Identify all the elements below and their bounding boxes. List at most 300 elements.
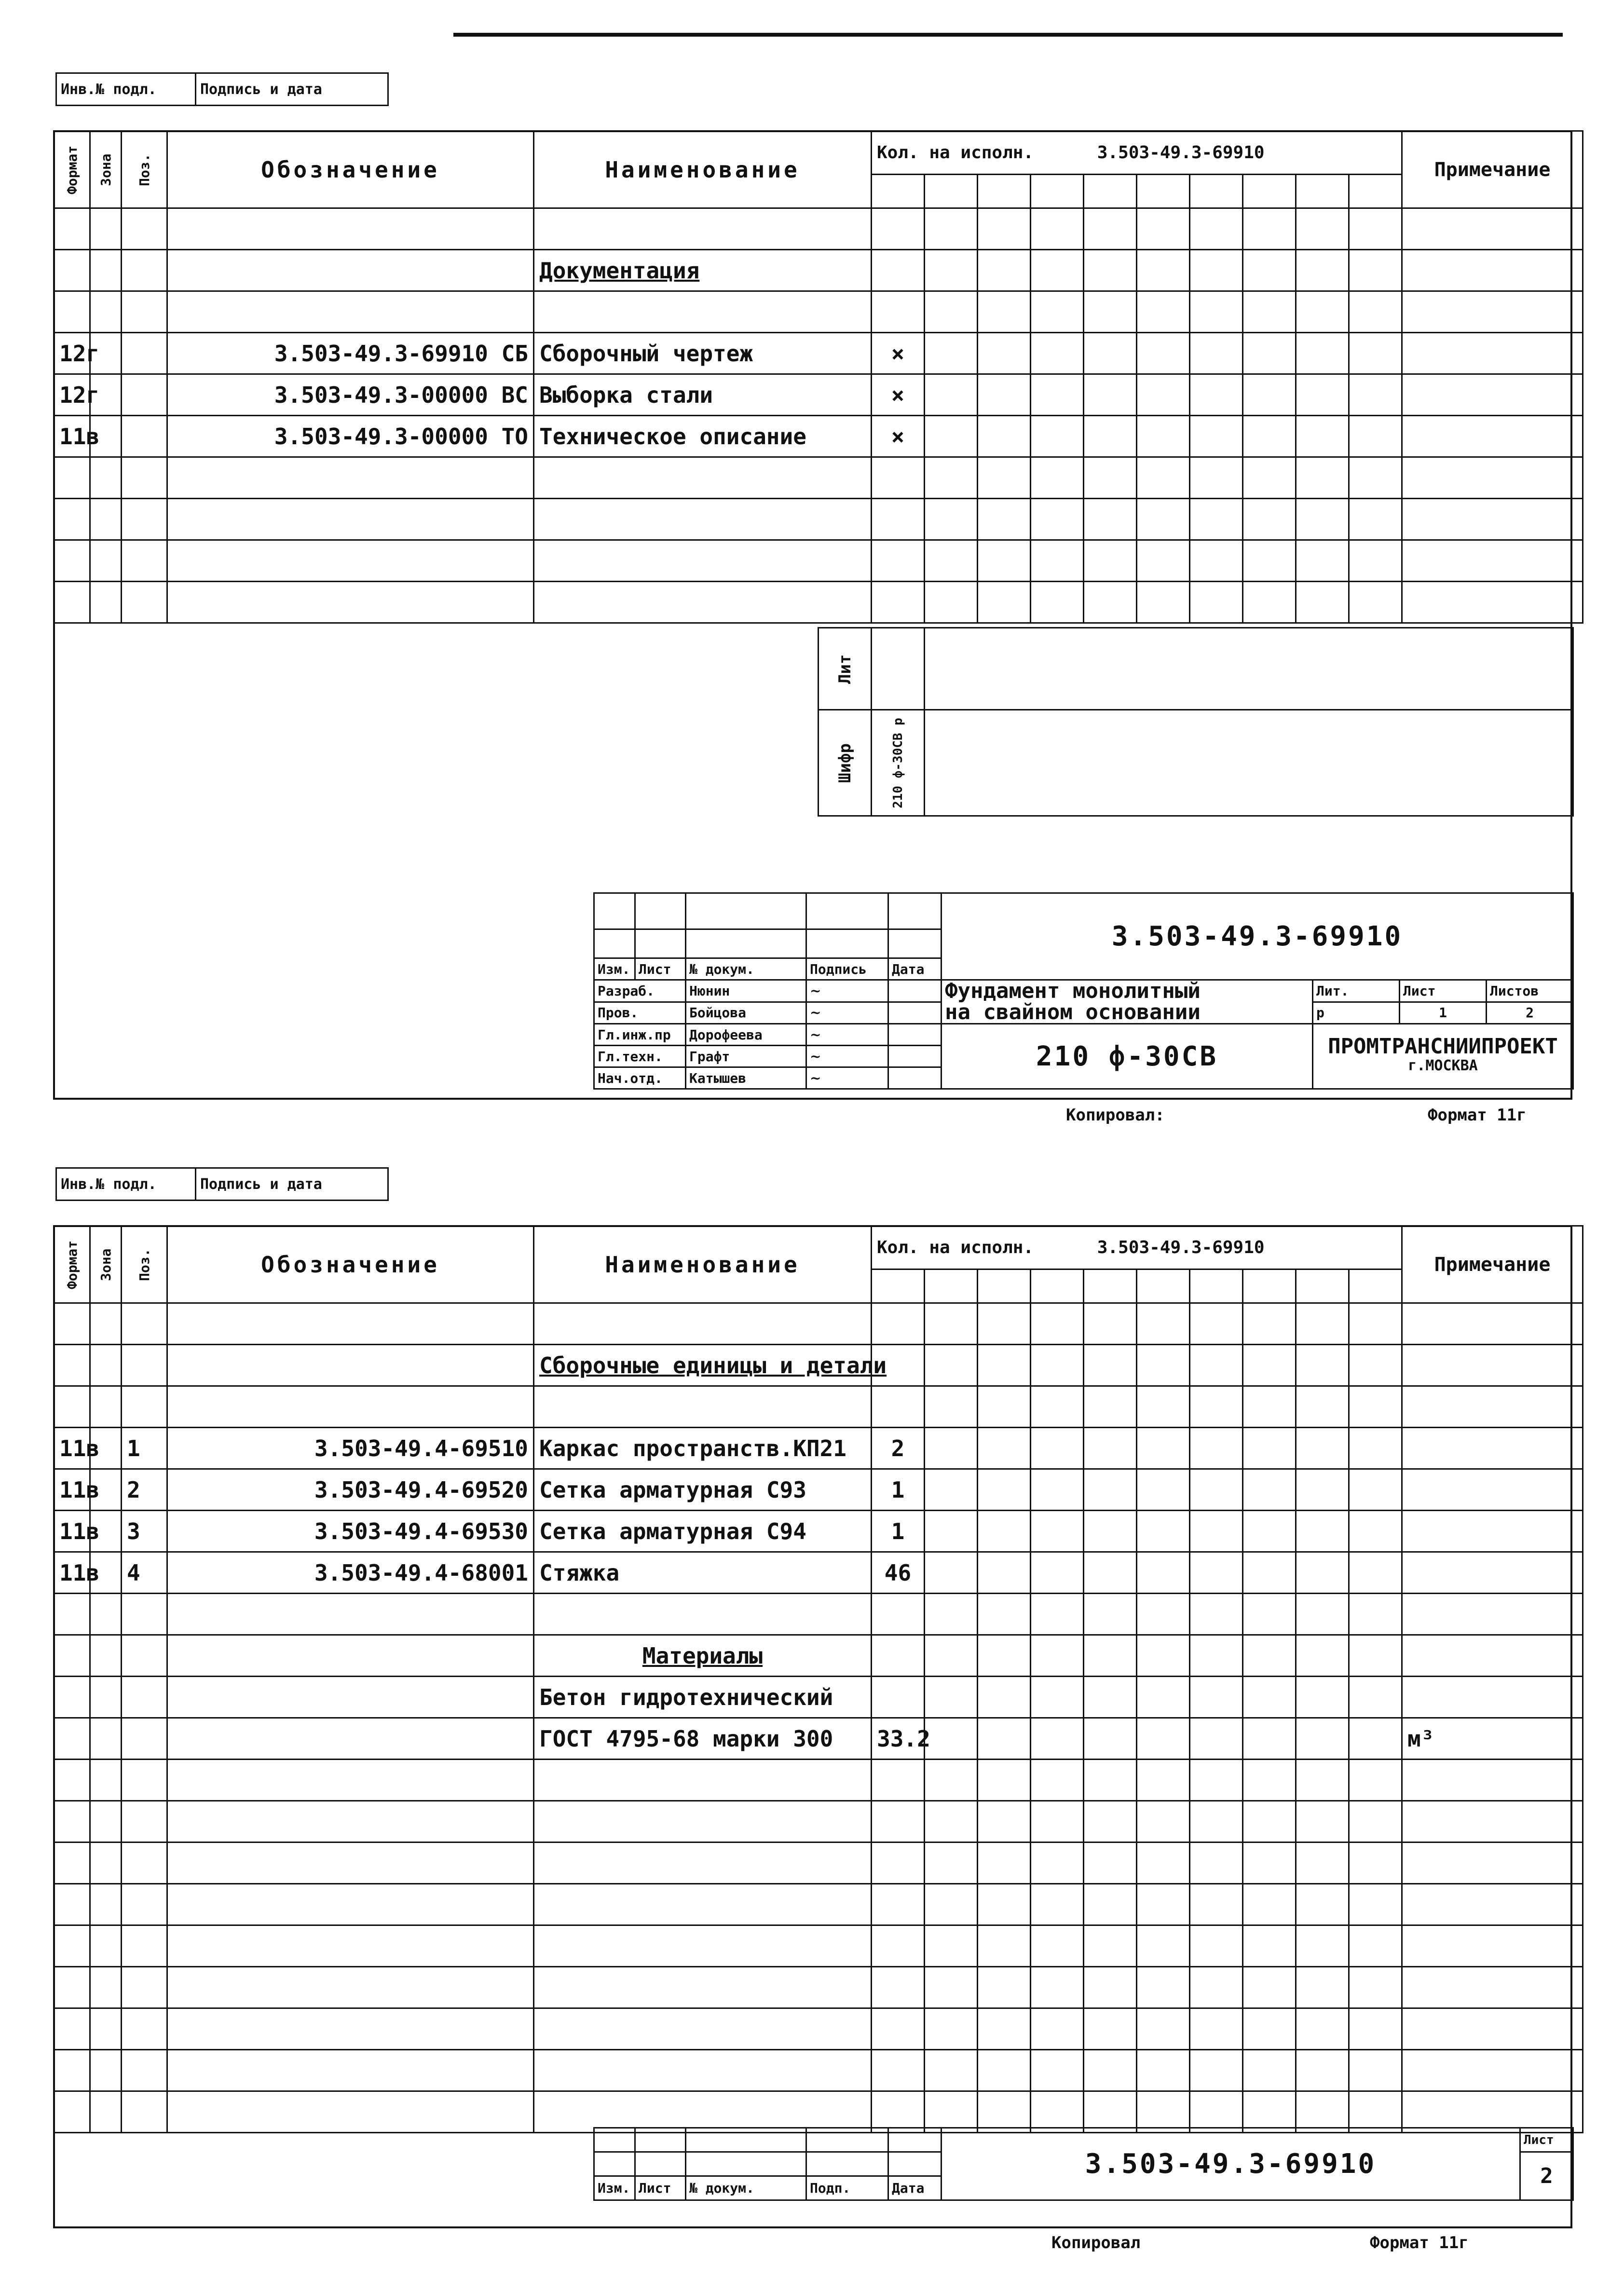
cell-quantity-extra xyxy=(1190,250,1243,291)
cell-position xyxy=(122,1386,167,1428)
cell-zone xyxy=(90,250,122,291)
signature-2: ~ xyxy=(806,1002,888,1024)
cell-quantity-extra xyxy=(1349,416,1402,457)
cell-quantity-extra xyxy=(1296,1718,1349,1760)
cell-position: 2 xyxy=(122,1469,167,1511)
inventory-stamp-2 xyxy=(55,1167,389,1201)
cell-position xyxy=(122,1925,167,1967)
cell-name xyxy=(534,499,872,540)
cell-quantity-extra xyxy=(978,1386,1031,1428)
cell-zone xyxy=(90,1635,122,1677)
cell-position xyxy=(122,1303,167,1345)
cell-quantity-extra xyxy=(978,1428,1031,1469)
cell-name: Каркас пространств.КП21 xyxy=(534,1428,872,1469)
format-label-1: Формат 11г xyxy=(1428,1105,1527,1125)
cell-note xyxy=(1402,1303,1583,1345)
cell-format xyxy=(54,1760,90,1801)
cell-quantity-extra xyxy=(1031,416,1084,457)
cell-position xyxy=(122,374,167,416)
title-text-1: Фундамент монолитный xyxy=(945,979,1201,1003)
cell-quantity-extra xyxy=(1084,291,1137,333)
cell-note xyxy=(1402,1967,1583,2008)
cell-format: 11в xyxy=(54,1511,90,1552)
cell-quantity-extra xyxy=(1296,416,1349,457)
cell-quantity-extra xyxy=(1137,333,1190,374)
cell-designation: 3.503-49.3-69910 СБ xyxy=(167,333,534,374)
cell-quantity-extra xyxy=(1190,1428,1243,1469)
cell-quantity-extra xyxy=(978,1594,1031,1635)
table-row xyxy=(54,1469,1583,1511)
cell-quantity-extra xyxy=(1137,582,1190,623)
cell-format xyxy=(54,291,90,333)
inventory-number-label: Инв.№ подл. xyxy=(56,73,196,106)
table-row xyxy=(54,499,1583,540)
cell-quantity-extra xyxy=(1031,250,1084,291)
cell-note xyxy=(1402,1594,1583,1635)
table-row xyxy=(54,1677,1583,1718)
cell-name: Стяжка xyxy=(534,1552,872,1594)
cell-quantity-extra xyxy=(978,2008,1031,2050)
cell-designation xyxy=(167,1884,534,1925)
cell-quantity-extra xyxy=(1243,1428,1296,1469)
cell-format xyxy=(54,2091,90,2133)
cell-note xyxy=(1402,1428,1583,1469)
cell-quantity-extra xyxy=(1190,1303,1243,1345)
cell-quantity xyxy=(872,1677,925,1718)
cell-quantity-extra xyxy=(1243,457,1296,499)
cell-format xyxy=(54,2008,90,2050)
table-row xyxy=(54,540,1583,582)
cell-designation: 3.503-49.4-69510 xyxy=(167,1428,534,1469)
cell-format: 11в xyxy=(54,1552,90,1594)
cell-quantity-extra xyxy=(1137,1511,1190,1552)
organization-city: г.МОСКВА xyxy=(1408,1057,1478,1074)
cell-quantity-extra xyxy=(978,1635,1031,1677)
cell-quantity-extra xyxy=(1243,540,1296,582)
cell-quantity xyxy=(872,2050,925,2091)
cell-quantity-extra xyxy=(1084,582,1137,623)
cell-position xyxy=(122,2008,167,2050)
cell-format xyxy=(54,582,90,623)
cell-quantity-extra xyxy=(1084,333,1137,374)
cell-quantity-extra xyxy=(1190,1760,1243,1801)
signature-1: ~ xyxy=(806,980,888,1002)
cell-format xyxy=(54,1635,90,1677)
cell-quantity-extra xyxy=(925,2091,978,2133)
cell-position: 3 xyxy=(122,1511,167,1552)
cell-position xyxy=(122,1594,167,1635)
cell-quantity-extra xyxy=(1031,1842,1084,1884)
cell-quantity-extra xyxy=(1296,1842,1349,1884)
cell-format xyxy=(54,1925,90,1967)
cell-quantity-extra xyxy=(978,291,1031,333)
cell-quantity: 1 xyxy=(872,1469,925,1511)
cell-note xyxy=(1402,1760,1583,1801)
cell-quantity-extra xyxy=(1031,374,1084,416)
cell-position xyxy=(122,1884,167,1925)
cell-note xyxy=(1402,540,1583,582)
header-date: Дата xyxy=(888,958,942,980)
cell-position xyxy=(122,499,167,540)
sheet-value: 1 xyxy=(1400,1002,1487,1024)
column-format: Формат xyxy=(54,1226,90,1303)
cell-designation xyxy=(167,291,534,333)
cell-quantity-extra xyxy=(1190,1386,1243,1428)
title-block-1 xyxy=(593,892,1574,1090)
cell-quantity-extra xyxy=(1349,1345,1402,1386)
cell-quantity-extra xyxy=(1031,291,1084,333)
cell-quantity: × xyxy=(872,333,925,374)
cell-quantity xyxy=(872,1303,925,1345)
sheet-label-stamp: Лист xyxy=(1400,980,1487,1002)
cell-quantity xyxy=(872,250,925,291)
cell-designation xyxy=(167,1760,534,1801)
cell-quantity-extra xyxy=(1137,2050,1190,2091)
cell-quantity-extra xyxy=(1296,333,1349,374)
cell-quantity xyxy=(872,1842,925,1884)
cell-name xyxy=(534,208,872,250)
cell-quantity-extra xyxy=(925,1718,978,1760)
cell-name xyxy=(534,1594,872,1635)
cell-designation xyxy=(167,2091,534,2133)
cell-zone xyxy=(90,1801,122,1842)
cell-quantity-extra xyxy=(1296,1428,1349,1469)
cell-quantity-extra xyxy=(1031,1884,1084,1925)
cell-quantity-extra xyxy=(925,291,978,333)
cell-quantity-extra xyxy=(1296,1594,1349,1635)
quantity-label: Кол. на исполн. xyxy=(877,143,1034,163)
cell-format xyxy=(54,250,90,291)
cell-format xyxy=(54,540,90,582)
cell-quantity-extra xyxy=(978,374,1031,416)
cell-quantity-extra xyxy=(978,1801,1031,1842)
table-row xyxy=(54,1552,1583,1594)
cell-quantity-extra xyxy=(1296,457,1349,499)
cell-quantity-extra xyxy=(1190,1801,1243,1842)
header-sheet: Лист xyxy=(635,958,686,980)
cell-quantity-extra xyxy=(1137,1718,1190,1760)
cell-quantity-extra xyxy=(978,1552,1031,1594)
cell-format xyxy=(54,1594,90,1635)
cell-position: 4 xyxy=(122,1552,167,1594)
cell-quantity-extra xyxy=(925,1469,978,1511)
cell-quantity-extra xyxy=(1296,1552,1349,1594)
cell-quantity-extra xyxy=(978,2091,1031,2133)
cell-quantity xyxy=(872,1925,925,1967)
cell-name xyxy=(534,540,872,582)
cell-quantity-extra xyxy=(1349,1552,1402,1594)
cell-quantity-extra xyxy=(925,1594,978,1635)
cell-quantity-extra xyxy=(1190,1511,1243,1552)
cell-format xyxy=(54,208,90,250)
quantity-code: 3.503-49.3-69910 xyxy=(1097,1238,1265,1257)
cell-zone xyxy=(90,291,122,333)
cell-quantity-extra xyxy=(1349,1801,1402,1842)
cell-quantity-extra xyxy=(1243,374,1296,416)
lit-label: Лит xyxy=(819,628,872,710)
cell-quantity-extra xyxy=(1031,1469,1084,1511)
header-doc-number: № докум. xyxy=(686,2176,806,2200)
table-row xyxy=(54,208,1583,250)
cell-quantity-extra xyxy=(1137,1635,1190,1677)
cell-quantity-extra xyxy=(1031,2050,1084,2091)
cell-position xyxy=(122,1967,167,2008)
cell-quantity-extra xyxy=(1349,1594,1402,1635)
cell-quantity-extra xyxy=(1296,374,1349,416)
name-developer: Нюнин xyxy=(686,980,806,1002)
table-row xyxy=(54,457,1583,499)
cell-quantity xyxy=(872,2008,925,2050)
cell-quantity-extra xyxy=(1296,1303,1349,1345)
cell-quantity-extra xyxy=(1190,1884,1243,1925)
signature-3: ~ xyxy=(806,1024,888,1046)
title-block-2 xyxy=(593,2127,1574,2201)
cell-quantity-extra xyxy=(1137,1801,1190,1842)
cell-quantity-extra xyxy=(1349,1386,1402,1428)
cell-quantity-extra xyxy=(1190,1842,1243,1884)
cell-quantity-extra xyxy=(978,1842,1031,1884)
cell-quantity-extra xyxy=(925,416,978,457)
cell-quantity-extra xyxy=(1243,1677,1296,1718)
cell-position xyxy=(122,582,167,623)
cell-quantity-extra xyxy=(1084,2091,1137,2133)
cell-quantity-extra xyxy=(1084,1511,1137,1552)
lit-label-stamp: Лит. xyxy=(1313,980,1400,1002)
cell-zone xyxy=(90,582,122,623)
cell-zone xyxy=(90,1718,122,1760)
cell-quantity-extra xyxy=(1349,291,1402,333)
cell-name: Сборочный чертеж xyxy=(534,333,872,374)
table-row xyxy=(54,2050,1583,2091)
cell-quantity-extra xyxy=(1349,499,1402,540)
cell-quantity-extra xyxy=(1031,1552,1084,1594)
table-row xyxy=(54,1760,1583,1801)
cell-quantity xyxy=(872,1635,925,1677)
cell-designation xyxy=(167,1677,534,1718)
cell-quantity-extra xyxy=(1031,2091,1084,2133)
document-code-2: 3.503-49.3-69910 xyxy=(942,2128,1520,2200)
cell-position xyxy=(122,291,167,333)
cell-quantity-extra xyxy=(1031,208,1084,250)
cell-quantity-extra xyxy=(1031,1594,1084,1635)
cell-quantity-extra xyxy=(1084,1842,1137,1884)
cell-quantity-extra xyxy=(1137,1842,1190,1884)
cell-quantity: 2 xyxy=(872,1428,925,1469)
table-row xyxy=(54,1594,1583,1635)
cell-designation xyxy=(167,208,534,250)
cell-note xyxy=(1402,2008,1583,2050)
column-name: Наименование xyxy=(534,131,872,208)
cell-quantity-extra xyxy=(1031,1677,1084,1718)
role-chief-technologist: Гл.техн. xyxy=(594,1046,686,1067)
organization xyxy=(1313,1024,1573,1089)
cell-format xyxy=(54,1386,90,1428)
cell-note xyxy=(1402,1801,1583,1842)
role-developer: Разраб. xyxy=(594,980,686,1002)
cell-quantity: 46 xyxy=(872,1552,925,1594)
cell-quantity-extra xyxy=(1084,457,1137,499)
table-row xyxy=(54,333,1583,374)
cell-name xyxy=(534,2008,872,2050)
cell-name xyxy=(534,291,872,333)
cell-quantity-extra xyxy=(1031,1760,1084,1801)
cell-quantity-extra xyxy=(1349,1303,1402,1345)
table-row xyxy=(54,1967,1583,2008)
specification-table-2 xyxy=(53,1225,1583,2133)
table-row xyxy=(54,1303,1583,1345)
cell-position xyxy=(122,1718,167,1760)
title-line-1 xyxy=(942,980,1313,1024)
table-row xyxy=(54,1884,1583,1925)
cell-quantity-extra xyxy=(1137,1303,1190,1345)
cell-quantity-extra xyxy=(1084,416,1137,457)
cell-quantity-extra xyxy=(1349,2050,1402,2091)
cell-quantity-extra xyxy=(1296,1801,1349,1842)
cell-quantity-extra xyxy=(1137,499,1190,540)
cell-quantity-extra xyxy=(1031,1967,1084,2008)
cell-quantity xyxy=(872,1594,925,1635)
cell-quantity-extra xyxy=(1190,374,1243,416)
cell-quantity-extra xyxy=(1190,1635,1243,1677)
cell-quantity-extra xyxy=(978,499,1031,540)
cell-quantity-extra xyxy=(978,250,1031,291)
cell-name: Бетон гидротехнический xyxy=(534,1677,872,1718)
cell-quantity-extra xyxy=(978,1303,1031,1345)
inventory-stamp-1 xyxy=(55,72,389,106)
table-row xyxy=(54,1511,1583,1552)
cell-quantity-extra xyxy=(1137,291,1190,333)
cell-quantity-extra xyxy=(1137,208,1190,250)
cell-format xyxy=(54,1801,90,1842)
column-quantity xyxy=(872,1226,1402,1269)
cell-quantity-extra xyxy=(1031,333,1084,374)
column-format: Формат xyxy=(54,131,90,208)
cell-position xyxy=(122,1345,167,1386)
cell-zone xyxy=(90,1386,122,1428)
column-position: Поз. xyxy=(122,1226,167,1303)
header-signature: Подп. xyxy=(806,2176,888,2200)
cell-quantity-extra xyxy=(1296,1469,1349,1511)
cell-designation xyxy=(167,540,534,582)
signature-4: ~ xyxy=(806,1046,888,1067)
cell-quantity-extra xyxy=(1243,1884,1296,1925)
cell-note xyxy=(1402,2050,1583,2091)
cell-note xyxy=(1402,1345,1583,1386)
cell-quantity-extra xyxy=(925,2008,978,2050)
cell-designation xyxy=(167,1303,534,1345)
cell-designation xyxy=(167,2050,534,2091)
cell-quantity-extra xyxy=(1296,291,1349,333)
cell-quantity-extra xyxy=(1190,1925,1243,1967)
cell-quantity-extra xyxy=(1190,1967,1243,2008)
code-value: 210 ф-30СВ р xyxy=(872,710,925,816)
cell-quantity-extra xyxy=(1296,582,1349,623)
cell-position xyxy=(122,540,167,582)
cell-quantity-extra xyxy=(1137,374,1190,416)
copied-label-1: Копировал: xyxy=(1066,1105,1165,1125)
cell-quantity: 1 xyxy=(872,1511,925,1552)
cell-quantity-extra xyxy=(1296,1760,1349,1801)
cell-quantity-extra xyxy=(1243,582,1296,623)
column-designation: Обозначение xyxy=(167,1226,534,1303)
cell-note xyxy=(1402,1511,1583,1552)
code-label: Шифр xyxy=(819,710,872,816)
cell-quantity-extra xyxy=(1137,540,1190,582)
cell-name xyxy=(534,1386,872,1428)
cell-quantity-extra xyxy=(1190,540,1243,582)
cell-note xyxy=(1402,250,1583,291)
cell-quantity-extra xyxy=(1296,2008,1349,2050)
cell-name xyxy=(534,2050,872,2091)
cell-quantity-extra xyxy=(925,208,978,250)
cell-quantity xyxy=(872,457,925,499)
cell-quantity-extra xyxy=(925,1925,978,1967)
cell-zone xyxy=(90,1925,122,1967)
cell-quantity-extra xyxy=(1190,416,1243,457)
cell-quantity-extra xyxy=(925,499,978,540)
table-row xyxy=(54,1635,1583,1677)
cell-format xyxy=(54,1303,90,1345)
cell-zone xyxy=(90,2008,122,2050)
cell-quantity-extra xyxy=(1084,1345,1137,1386)
cell-quantity-extra xyxy=(1190,208,1243,250)
cell-quantity-extra xyxy=(978,2050,1031,2091)
cell-name: Сетка арматурная С93 xyxy=(534,1469,872,1511)
cell-format xyxy=(54,1718,90,1760)
quantity-code: 3.503-49.3-69910 xyxy=(1097,143,1265,163)
cell-quantity-extra xyxy=(1349,1718,1402,1760)
cell-designation xyxy=(167,1635,534,1677)
cell-quantity: × xyxy=(872,374,925,416)
cell-quantity-extra xyxy=(1084,1967,1137,2008)
header-doc-number: № докум. xyxy=(686,958,806,980)
cell-quantity-extra xyxy=(978,1469,1031,1511)
cell-quantity-extra xyxy=(1137,1345,1190,1386)
cell-quantity xyxy=(872,1884,925,1925)
cell-note xyxy=(1402,1469,1583,1511)
cell-zone xyxy=(90,2091,122,2133)
cell-quantity-extra xyxy=(1137,1386,1190,1428)
cell-quantity-extra xyxy=(925,540,978,582)
cell-name xyxy=(534,582,872,623)
cell-quantity-extra xyxy=(1137,2091,1190,2133)
cell-quantity-extra xyxy=(1137,1967,1190,2008)
cell-quantity-extra xyxy=(1084,1552,1137,1594)
cell-quantity-extra xyxy=(1349,1511,1402,1552)
role-chief-engineer: Гл.инж.пр xyxy=(594,1024,686,1046)
cell-quantity-extra xyxy=(1243,1469,1296,1511)
sheets-label-stamp: Листов xyxy=(1487,980,1573,1002)
cell-designation xyxy=(167,250,534,291)
cell-quantity-extra xyxy=(925,1760,978,1801)
cell-quantity-extra xyxy=(1296,1511,1349,1552)
cell-format xyxy=(54,2050,90,2091)
cell-note xyxy=(1402,499,1583,540)
cell-quantity-extra xyxy=(925,1428,978,1469)
cell-quantity xyxy=(872,1801,925,1842)
cell-quantity-extra xyxy=(1243,1303,1296,1345)
cell-quantity-extra xyxy=(1137,1884,1190,1925)
cell-note xyxy=(1402,374,1583,416)
cell-quantity-extra xyxy=(925,1635,978,1677)
cell-quantity-extra xyxy=(1084,1801,1137,1842)
cell-quantity: 33.2 xyxy=(872,1718,925,1760)
cell-quantity-extra xyxy=(1084,1925,1137,1967)
cell-quantity-extra xyxy=(1349,208,1402,250)
cell-quantity-extra xyxy=(1084,1635,1137,1677)
cell-quantity-extra xyxy=(1190,499,1243,540)
cell-quantity-extra xyxy=(1243,1386,1296,1428)
